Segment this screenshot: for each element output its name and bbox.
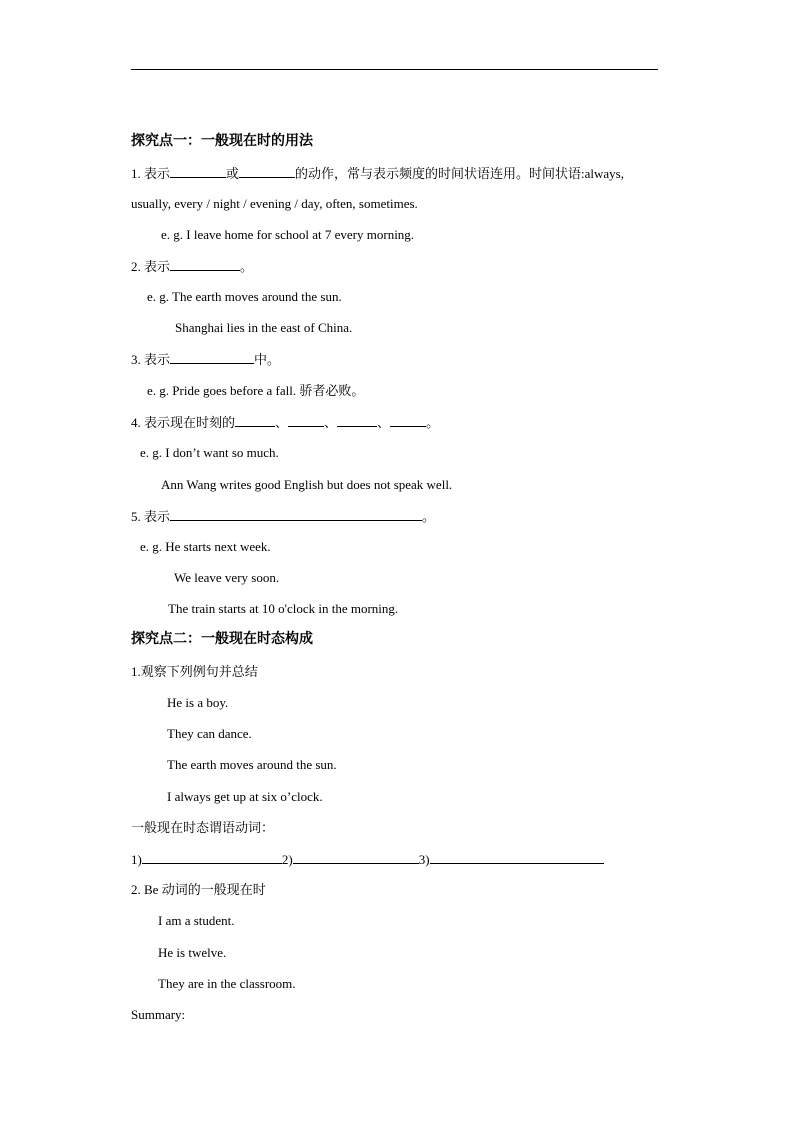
item-2-example: e. g. The earth moves around the sun. (147, 289, 342, 304)
blank-label-2: 2) (281, 852, 293, 867)
item-4-example: e. g. I don’t want so much. (140, 445, 279, 460)
item-1-line (131, 165, 624, 182)
separator: 、 (275, 415, 289, 430)
blank-label-1: 1) (131, 852, 142, 867)
question-1: 1.观察下列例句并总结 (131, 664, 258, 679)
item-5-suffix: 。 (422, 509, 436, 524)
be-example: They are in the classroom. (158, 976, 296, 991)
item-3-example: e. g. Pride goes before a fall. 骄者必败。 (147, 383, 365, 398)
section-heading-1: 探究点一：一般现在时的用法 (131, 134, 313, 149)
item-1-or: 或 (226, 166, 240, 181)
blank-1b[interactable] (239, 165, 295, 178)
item-2-example-2: Shanghai lies in the east of China. (175, 320, 353, 335)
separator: 、 (324, 415, 338, 430)
example-sentence: They can dance. (167, 726, 252, 741)
item-2-prefix: 2. 表示 (131, 259, 171, 274)
blank-1a[interactable] (170, 165, 226, 178)
question-2: 2. Be 动词的一般现在时 (131, 882, 266, 897)
item-5-prefix: 5. 表示 (131, 509, 171, 524)
item-3-prefix: 3. 表示 (131, 352, 171, 367)
blank-4c[interactable] (337, 414, 377, 427)
example-sentence: He is a boy. (167, 695, 229, 710)
item-1-example: e. g. I leave home for school at 7 every morning. (161, 227, 415, 242)
item-4-line (131, 414, 439, 431)
item-5-example-3: The train starts at 10 o'clock in the morning. (168, 601, 399, 616)
answer-blank-3[interactable] (430, 851, 604, 864)
item-4-example-2: Ann Wang writes good English but does not speak well. (161, 477, 453, 492)
answer-blank-2[interactable] (293, 851, 419, 864)
item-5-example-2: We leave very soon. (174, 570, 280, 585)
item-4-prefix: 4. 表示现在时刻的 (131, 415, 236, 430)
separator: 、 (377, 415, 391, 430)
item-3-suffix: 中。 (254, 352, 281, 367)
blank-4a[interactable] (235, 414, 275, 427)
example-sentence: The earth moves around the sun. (167, 757, 337, 772)
item-2-suffix: 。 (240, 259, 254, 274)
item-1-continuation: usually, every / night / evening / day, often, sometimes. (131, 196, 418, 211)
item-1-prefix: 1. 表示 (131, 166, 171, 181)
item-2-line (131, 258, 253, 275)
be-example: I am a student. (158, 913, 235, 928)
blank-5[interactable] (170, 508, 422, 521)
item-1-suffix: 的动作，常与表示频度的时间状语连用。时间状语:always, (295, 166, 624, 181)
item-4-suffix: 。 (426, 415, 440, 430)
item-3-line (131, 351, 280, 368)
blank-4d[interactable] (390, 414, 426, 427)
header-rule (131, 69, 658, 70)
be-example: He is twelve. (158, 945, 227, 960)
summary-label: Summary: (131, 1007, 186, 1022)
verb-label: 一般现在时态谓语动词： (131, 820, 275, 835)
blank-label-3: 3) (418, 852, 430, 867)
answer-blank-1[interactable] (142, 851, 282, 864)
item-5-line (131, 508, 435, 525)
blank-2[interactable] (170, 258, 240, 271)
answer-blanks-line (131, 851, 604, 868)
example-sentence: I always get up at six o’clock. (167, 789, 323, 804)
section-heading-2: 探究点二：一般现在时态构成 (131, 632, 313, 647)
item-5-example: e. g. He starts next week. (140, 539, 271, 554)
blank-3[interactable] (170, 351, 254, 364)
blank-4b[interactable] (288, 414, 324, 427)
